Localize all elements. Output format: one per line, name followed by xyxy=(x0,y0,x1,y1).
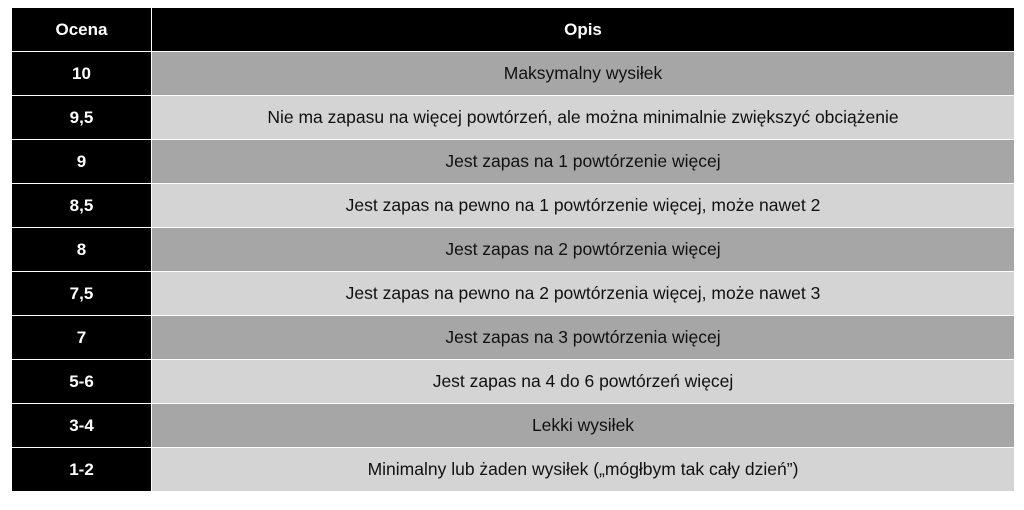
table-row xyxy=(12,404,1014,448)
score-cell: 3-4 xyxy=(12,404,152,447)
score-cell: 7 xyxy=(12,316,152,359)
description-cell: Jest zapas na pewno na 1 powtórzenie więcej, może nawet 2 xyxy=(152,184,1014,227)
score-cell: 10 xyxy=(12,52,152,95)
table-row xyxy=(12,52,1014,96)
description-cell: Jest zapas na pewno na 2 powtórzenia więcej, może nawet 3 xyxy=(152,272,1014,315)
score-cell: 5-6 xyxy=(12,360,152,403)
table-row xyxy=(12,228,1014,272)
header-score: Ocena xyxy=(12,8,152,51)
rpe-table xyxy=(12,8,1014,492)
description-cell: Minimalny lub żaden wysiłek („mógłbym tak cały dzień”) xyxy=(152,448,1014,491)
table-row xyxy=(12,448,1014,492)
table-row xyxy=(12,360,1014,404)
description-cell: Maksymalny wysiłek xyxy=(152,52,1014,95)
header-description: Opis xyxy=(152,8,1014,51)
score-cell: 9,5 xyxy=(12,96,152,139)
description-cell: Jest zapas na 4 do 6 powtórzeń więcej xyxy=(152,360,1014,403)
description-cell: Lekki wysiłek xyxy=(152,404,1014,447)
table-row xyxy=(12,184,1014,228)
score-cell: 8,5 xyxy=(12,184,152,227)
description-cell: Jest zapas na 2 powtórzenia więcej xyxy=(152,228,1014,271)
score-cell: 7,5 xyxy=(12,272,152,315)
score-cell: 1-2 xyxy=(12,448,152,491)
description-cell: Jest zapas na 3 powtórzenia więcej xyxy=(152,316,1014,359)
table-row xyxy=(12,96,1014,140)
table-row xyxy=(12,140,1014,184)
description-cell: Jest zapas na 1 powtórzenie więcej xyxy=(152,140,1014,183)
description-cell: Nie ma zapasu na więcej powtórzeń, ale można minimalnie zwiększyć obciążenie xyxy=(152,96,1014,139)
score-cell: 8 xyxy=(12,228,152,271)
table-header-row xyxy=(12,8,1014,52)
table-row xyxy=(12,316,1014,360)
table-row xyxy=(12,272,1014,316)
score-cell: 9 xyxy=(12,140,152,183)
